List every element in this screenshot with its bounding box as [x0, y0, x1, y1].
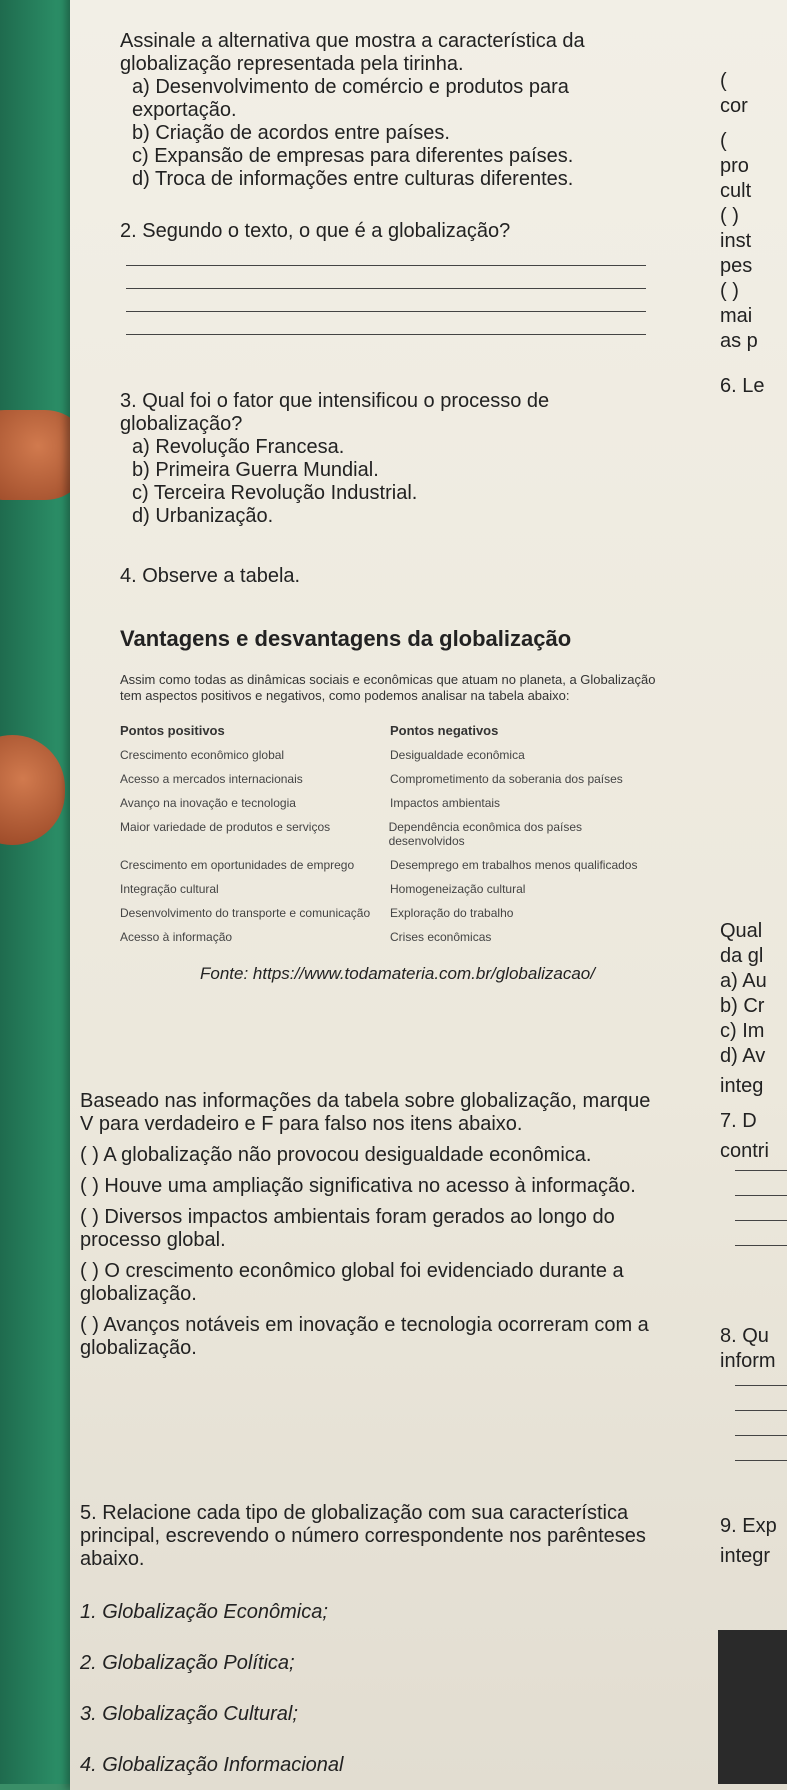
- q2-stem: 2. Segundo o texto, o que é a globalização?: [120, 220, 511, 242]
- question-4-items: [80, 1090, 660, 1360]
- table-row: Crescimento econômico global Desigualdade econômica: [120, 748, 525, 762]
- right-fragment: (: [720, 70, 727, 92]
- table-row: Avanço na inovação e tecnologia Impactos ambientais: [120, 796, 501, 810]
- answer-line[interactable]: [126, 243, 646, 266]
- table-row: Maior variedade de produtos e serviços Dependência econômica dos países desenvolvidos: [120, 820, 583, 848]
- right-fragment: mai: [720, 305, 753, 327]
- q1-option-d: d) Troca de informações entre culturas diferentes.: [132, 168, 574, 190]
- col-negative-header: Pontos negativos: [390, 723, 499, 738]
- q1-option-c: c) Expansão de empresas para diferentes países.: [132, 145, 574, 167]
- answer-line[interactable]: [735, 1170, 787, 1171]
- background-table-surface: [0, 0, 80, 1784]
- question-3: [120, 390, 660, 528]
- answer-line[interactable]: [126, 289, 646, 312]
- right-fragment: d) Av: [720, 1045, 766, 1067]
- q5-type-3: 3. Globalização Cultural;: [80, 1703, 298, 1725]
- answer-line[interactable]: [735, 1245, 787, 1246]
- right-fragment: cult: [720, 180, 752, 202]
- col-positive-header: Pontos positivos: [120, 723, 225, 738]
- q1-stem: Assinale a alternativa que mostra a característica da globalização representada pela tirinha.: [120, 30, 585, 75]
- true-false-item[interactable]: ( ) Avanços notáveis em inovação e tecnologia ocorreram com a globalização.: [80, 1314, 649, 1359]
- question-2: [120, 220, 660, 335]
- answer-line[interactable]: [735, 1385, 787, 1386]
- q4-instruction: Baseado nas informações da tabela sobre globalização, marque V para verdadeiro e F para falso nos itens abaixo.: [80, 1090, 651, 1135]
- q3-option-c: c) Terceira Revolução Industrial.: [132, 482, 418, 504]
- answer-line[interactable]: [735, 1435, 787, 1436]
- q5-stem: 5. Relacione cada tipo de globalização com sua característica principal, escrevendo o número correspondente nos parênteses abaixo.: [80, 1502, 646, 1570]
- right-fragment: b) Cr: [720, 995, 765, 1017]
- photo-dark-area: [718, 1630, 787, 1784]
- q5-type-2: 2. Globalização Política;: [80, 1652, 295, 1674]
- right-fragment: 9. Exp: [720, 1515, 777, 1537]
- q1-option-a: a) Desenvolvimento de comércio e produtos para exportação.: [132, 76, 569, 121]
- right-fragment: contri: [720, 1140, 769, 1162]
- table-intro: Assim como todas as dinâmicas sociais e econômicas que atuam no planeta, a Globalização tem aspectos positivos e negativos, como podemos analisar na tabela abaixo:: [120, 672, 656, 703]
- right-fragment: inform: [720, 1350, 776, 1372]
- answer-line[interactable]: [735, 1195, 787, 1196]
- right-fragment: (: [720, 130, 727, 152]
- right-fragment: cor: [720, 95, 748, 117]
- table-title: Vantagens e desvantagens da globalização: [120, 626, 572, 651]
- table-row: Crescimento em oportunidades de emprego Desemprego em trabalhos menos qualificados: [120, 858, 638, 872]
- q3-option-b: b) Primeira Guerra Mundial.: [132, 459, 379, 481]
- q3-option-a: a) Revolução Francesa.: [132, 436, 345, 458]
- answer-line[interactable]: [735, 1410, 787, 1411]
- q5-type-1: 1. Globalização Econômica;: [80, 1601, 328, 1623]
- q3-stem: 3. Qual foi o fator que intensificou o processo de globalização?: [120, 390, 550, 435]
- table-row: Acesso a mercados internacionais Comprometimento da soberania dos países: [120, 772, 623, 786]
- right-fragment: integr: [720, 1545, 771, 1567]
- table-row: Desenvolvimento do transporte e comunicação Exploração do trabalho: [120, 906, 514, 920]
- true-false-item[interactable]: ( ) O crescimento econômico global foi evidenciado durante a globalização.: [80, 1260, 624, 1305]
- question-5: [80, 1502, 660, 1777]
- table-source: Fonte: https://www.todamateria.com.br/globalizacao/: [200, 964, 595, 983]
- true-false-item[interactable]: ( ) Houve uma ampliação significativa no acesso à informação.: [80, 1175, 636, 1197]
- q3-option-d: d) Urbanização.: [132, 505, 274, 527]
- right-fragment: integ: [720, 1075, 764, 1097]
- right-fragment: a) Au: [720, 970, 767, 992]
- question-1: [120, 30, 660, 191]
- table-row: Integração cultural Homogeneização cultural: [120, 882, 526, 896]
- table-row: Acesso à informação Crises econômicas: [120, 930, 492, 944]
- right-fragment: 6. Le: [720, 375, 765, 397]
- answer-line[interactable]: [735, 1460, 787, 1461]
- question-4: [120, 565, 660, 984]
- right-fragment: pes: [720, 255, 753, 277]
- right-fragment: Qual: [720, 920, 763, 942]
- right-fragment: ( ): [720, 280, 739, 302]
- right-fragment: da gl: [720, 945, 764, 967]
- right-fragment: pro: [720, 155, 749, 177]
- right-fragment: as p: [720, 330, 758, 352]
- q5-type-4: 4. Globalização Informacional: [80, 1754, 344, 1776]
- right-fragment: ( ): [720, 205, 739, 227]
- answer-line[interactable]: [735, 1220, 787, 1221]
- right-fragment: c) Im: [720, 1020, 765, 1042]
- answer-line[interactable]: [126, 312, 646, 335]
- answer-line[interactable]: [126, 266, 646, 289]
- right-fragment: 8. Qu: [720, 1325, 769, 1347]
- right-fragment: 7. D: [720, 1110, 757, 1132]
- q4-stem: 4. Observe a tabela.: [120, 565, 301, 587]
- q1-option-b: b) Criação de acordos entre países.: [132, 122, 450, 144]
- true-false-item[interactable]: ( ) A globalização não provocou desigualdade econômica.: [80, 1144, 592, 1166]
- true-false-item[interactable]: ( ) Diversos impactos ambientais foram gerados ao longo do processo global.: [80, 1206, 615, 1251]
- right-fragment: inst: [720, 230, 752, 252]
